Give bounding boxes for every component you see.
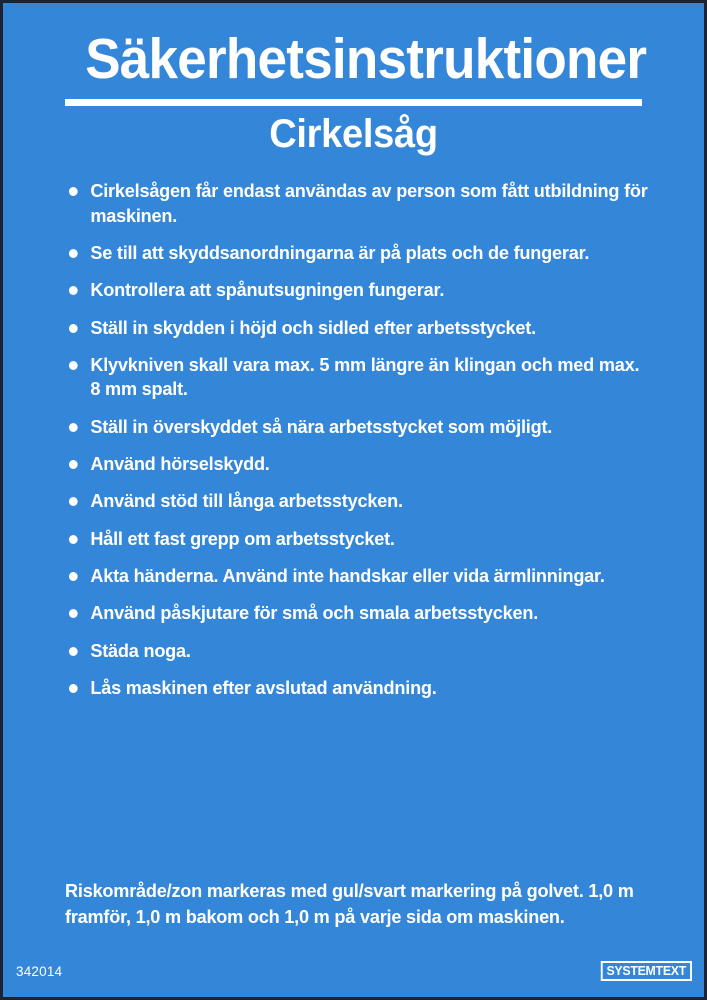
list-item: Akta händerna. Använd inte handskar eller vida ärmlinningar. xyxy=(65,564,649,588)
list-item: Använd hörselskydd. xyxy=(65,452,649,476)
risk-zone-note: Riskområde/zon markeras med gul/svart markering på golvet. 1,0 m framför, 1,0 m bakom och 1,0 m på varje sida om maskinen. xyxy=(65,879,634,927)
list-item: Använd påskjutare för små och smala arbetsstycken. xyxy=(65,601,649,625)
list-item: Kontrollera att spånutsugningen fungerar. xyxy=(65,278,649,302)
systemtext-logo: SYSTEMTEXT xyxy=(601,961,692,982)
list-item: Se till att skyddsanordningarna är på plats och de fungerar. xyxy=(65,241,649,265)
list-item: Lås maskinen efter avslutad användning. xyxy=(65,676,649,700)
list-item: Ställ in överskyddet så nära arbetsstycket som möjligt. xyxy=(65,415,649,439)
title-divider xyxy=(65,99,642,106)
machine-subtitle: Cirkelsåg xyxy=(269,112,438,157)
sign-footer xyxy=(3,945,704,997)
instruction-list xyxy=(3,179,704,700)
list-item: Städa noga. xyxy=(65,639,649,663)
list-item: Cirkelsågen får endast användas av person som fått utbildning för maskinen. xyxy=(65,179,649,228)
article-number: 342014 xyxy=(16,963,63,979)
sign-header xyxy=(3,3,704,157)
list-item: Klyvkniven skall vara max. 5 mm längre än klingan och med max. 8 mm spalt. xyxy=(65,353,649,402)
list-item: Använd stöd till långa arbetsstycken. xyxy=(65,489,649,513)
list-item: Håll ett fast grepp om arbetsstycket. xyxy=(65,527,649,551)
list-item: Ställ in skydden i höjd och sidled efter arbetsstycket. xyxy=(65,316,649,340)
page-title: Säkerhetsinstruktioner xyxy=(85,27,647,91)
